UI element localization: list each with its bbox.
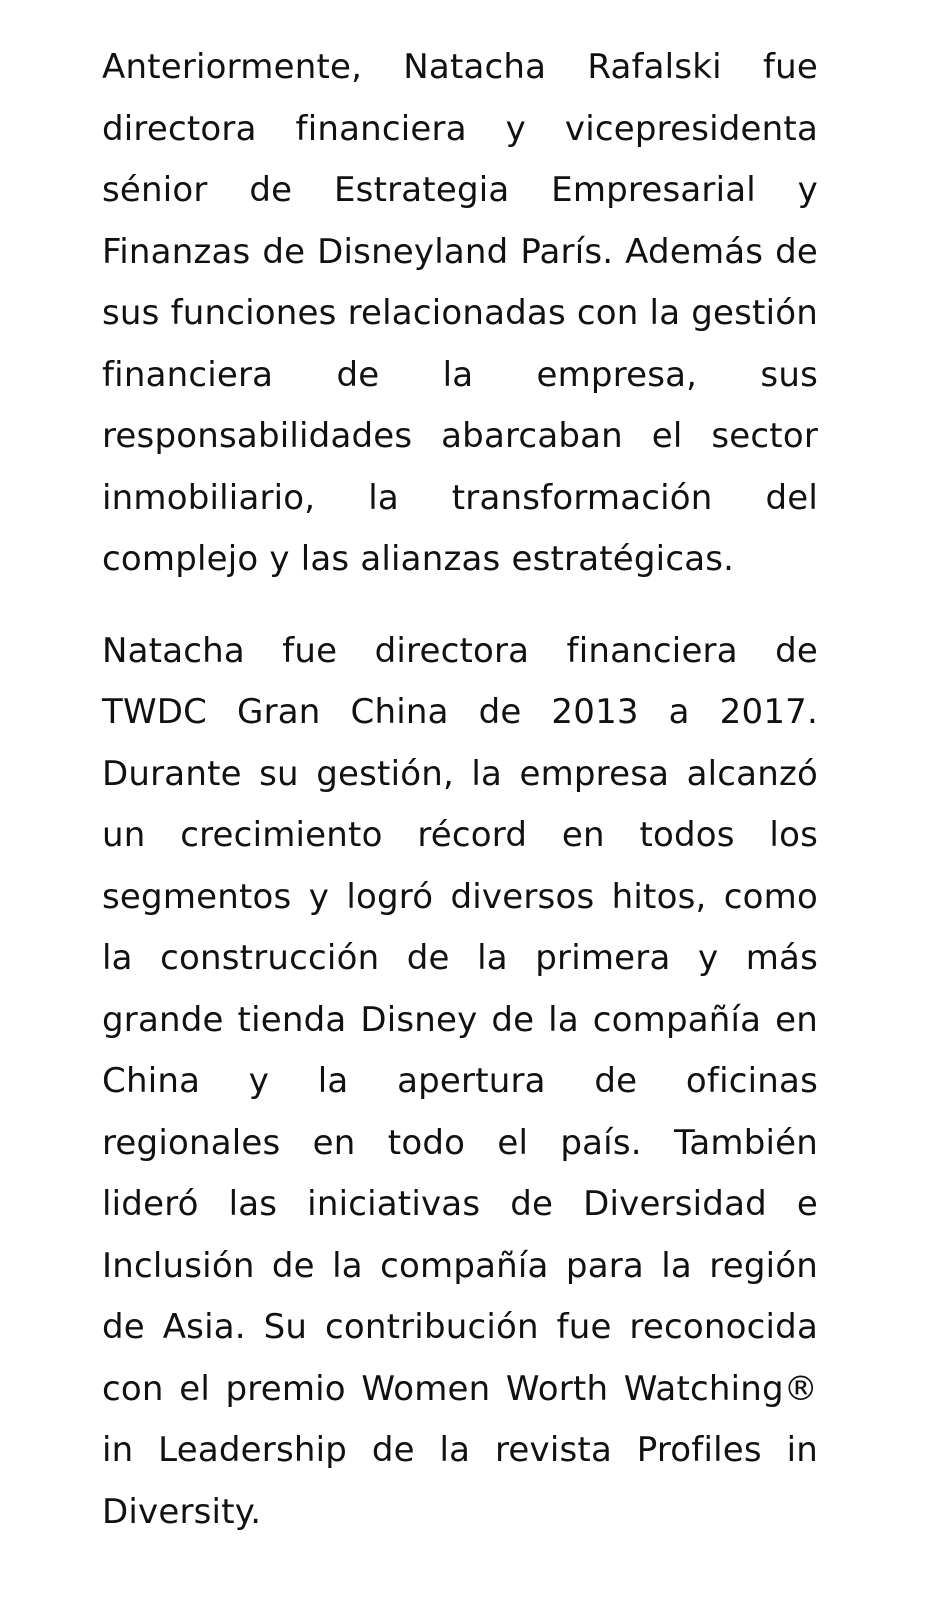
paragraph-greater-china: Natacha fue directora financiera de TWDC Gran China de 2013 a 2017. Durante su gestión, la empresa alcanzó un crecimiento récord en todos los segmentos y logró diversos hitos, como la construcción de la primera y más grande tienda Disney de la compañía en China y la apertura de oficinas regionales en todo el país. También lideró las iniciativas de Diversidad e Inclusión de la compañía para la región de Asia. Su contribución fue reconocida con el premio Women Worth Watching® in Leadership de la revista Profiles in Diversity.	[102, 630, 818, 1532]
paragraph-previous-roles: Anteriormente, Natacha Rafalski fue directora financiera y vicepresidenta sénior de Estrategia Empresarial y Finanzas de Disneyland París. Además de sus funciones relacionadas con la gestión financiera de la empresa, sus responsabilidades abarcaban el sector inmobiliario, la transformación del complejo y las alianzas estratégicas.	[102, 47, 818, 579]
article-body	[102, 37, 818, 1543]
